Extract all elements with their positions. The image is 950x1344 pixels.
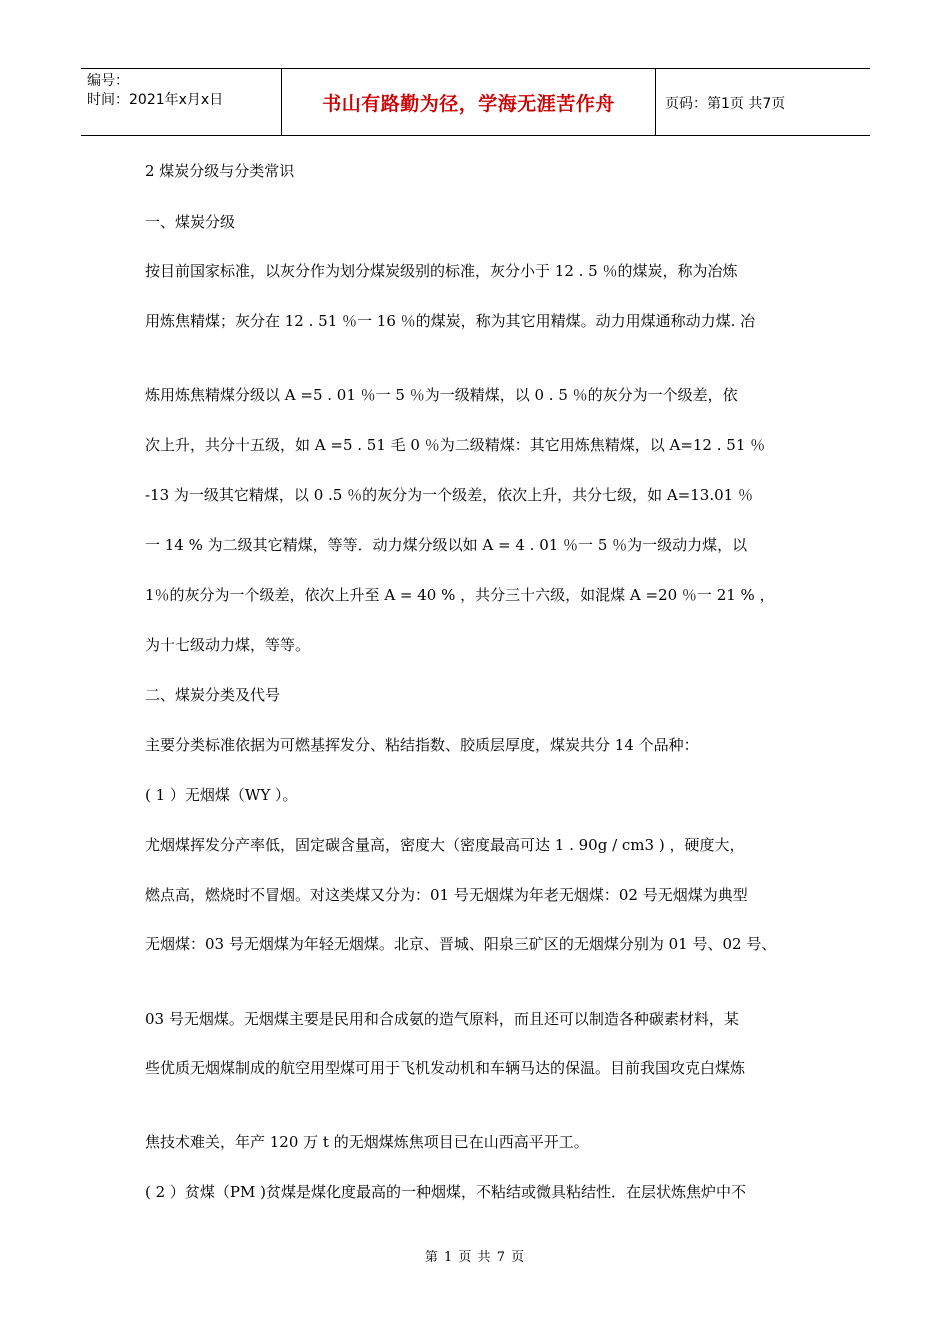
paragraph-line: 尤烟煤挥发分产率低，固定碳含量高，密度大（密度最高可达 1 . 90g / cm3 ) ，硬度大， — [145, 836, 745, 854]
paragraph-line: 主要分类标准依据为可燃基挥发分、粘结指数、胶质层厚度，煤炭共分 14 个品种： — [145, 736, 699, 754]
paragraph-line: 一 14 % 为二级其它精煤，等等．动力煤分级以如 A = 4 . 01 ％一 5 ％为一级动力煤，以 — [145, 536, 748, 554]
paragraph-line: 炼用炼焦精煤分级以 A =5 . 01 ％一 5 ％为一级精煤，以 0 . 5 ％的灰分为一个级差，依 — [145, 386, 738, 404]
header-page-number: 页码：第1页 共7页 — [665, 95, 786, 112]
section-title: 2 煤炭分级与分类常识 — [145, 162, 295, 180]
paragraph-line: 些优质无烟煤制成的航空用型煤可用于飞机发动机和车辆马达的保温。目前我国攻克白煤炼 — [145, 1059, 746, 1077]
header-motto: 书山有路勤为径，学海无涯苦作舟 — [322, 93, 615, 115]
paragraph-line: 焦技术难关，年产 120 万 t 的无烟煤炼焦项目已在山西高平开工。 — [145, 1133, 589, 1151]
page-footer: 第 1 页 共 7 页 — [424, 1250, 526, 1265]
paragraph-line: 1％的灰分为一个级差，依次上升至 A = 40 % ，共分三十六级，如混煤 A =20 ％一 21 % ， — [145, 586, 775, 604]
paragraph-line: 按目前国家标准，以灰分作为划分煤炭级别的标准，灰分小于 12 . 5 ％的煤炭，称为冶炼 — [145, 262, 738, 280]
paragraph-line: -13 为一级其它精煤，以 0 .5 ％的灰分为一个级差，依次上升，共分七级，如 A=13.01 ％ — [145, 486, 753, 504]
paragraph-line: 次上升，共分十五级，如 A =5 . 51 毛 0 ％为二级精煤：其它用炼焦精煤，以 A=12 . 51 ％ — [145, 436, 766, 454]
heading-coal-grading: 一、煤炭分级 — [145, 213, 236, 231]
paragraph-line: 无烟煤：03 号无烟煤为年轻无烟煤。北京、晋城、阳泉三矿区的无烟煤分别为 01 号、02 号、 — [145, 935, 777, 953]
heading-coal-classification: 二、煤炭分类及代号 — [145, 686, 281, 704]
paragraph-line: 燃点高，燃烧时不冒烟。对这类煤又分为：01 号无烟煤为年老无烟煤：02 号无烟煤为典型 — [145, 886, 748, 904]
document-time-label: 时间：2021年x月x日 — [87, 92, 224, 108]
paragraph-line: 为十七级动力煤，等等。 — [145, 636, 311, 654]
paragraph-line: 用炼焦精煤；灰分在 12 . 51 ％一 16 ％的煤炭，称为其它用精煤。动力用煤通称动力煤. 冶 — [145, 312, 756, 330]
paragraph-line: 03 号无烟煤。无烟煤主要是民用和合成氨的造气原料，而且还可以制造各种碳素材料，某 — [145, 1010, 739, 1028]
header-divider-right — [655, 69, 656, 136]
page-header — [81, 68, 870, 136]
header-meta — [87, 72, 281, 110]
subheading-lean-coal: ( 2 ）贫煤（PM )贫煤是煤化度最高的一种烟煤，不粘结或微具粘结性．在层状炼焦炉中不 — [145, 1183, 747, 1201]
subheading-anthracite: ( 1 ）无烟煤（WY ）。 — [145, 786, 298, 804]
document-number-label: 编号： — [87, 73, 129, 89]
